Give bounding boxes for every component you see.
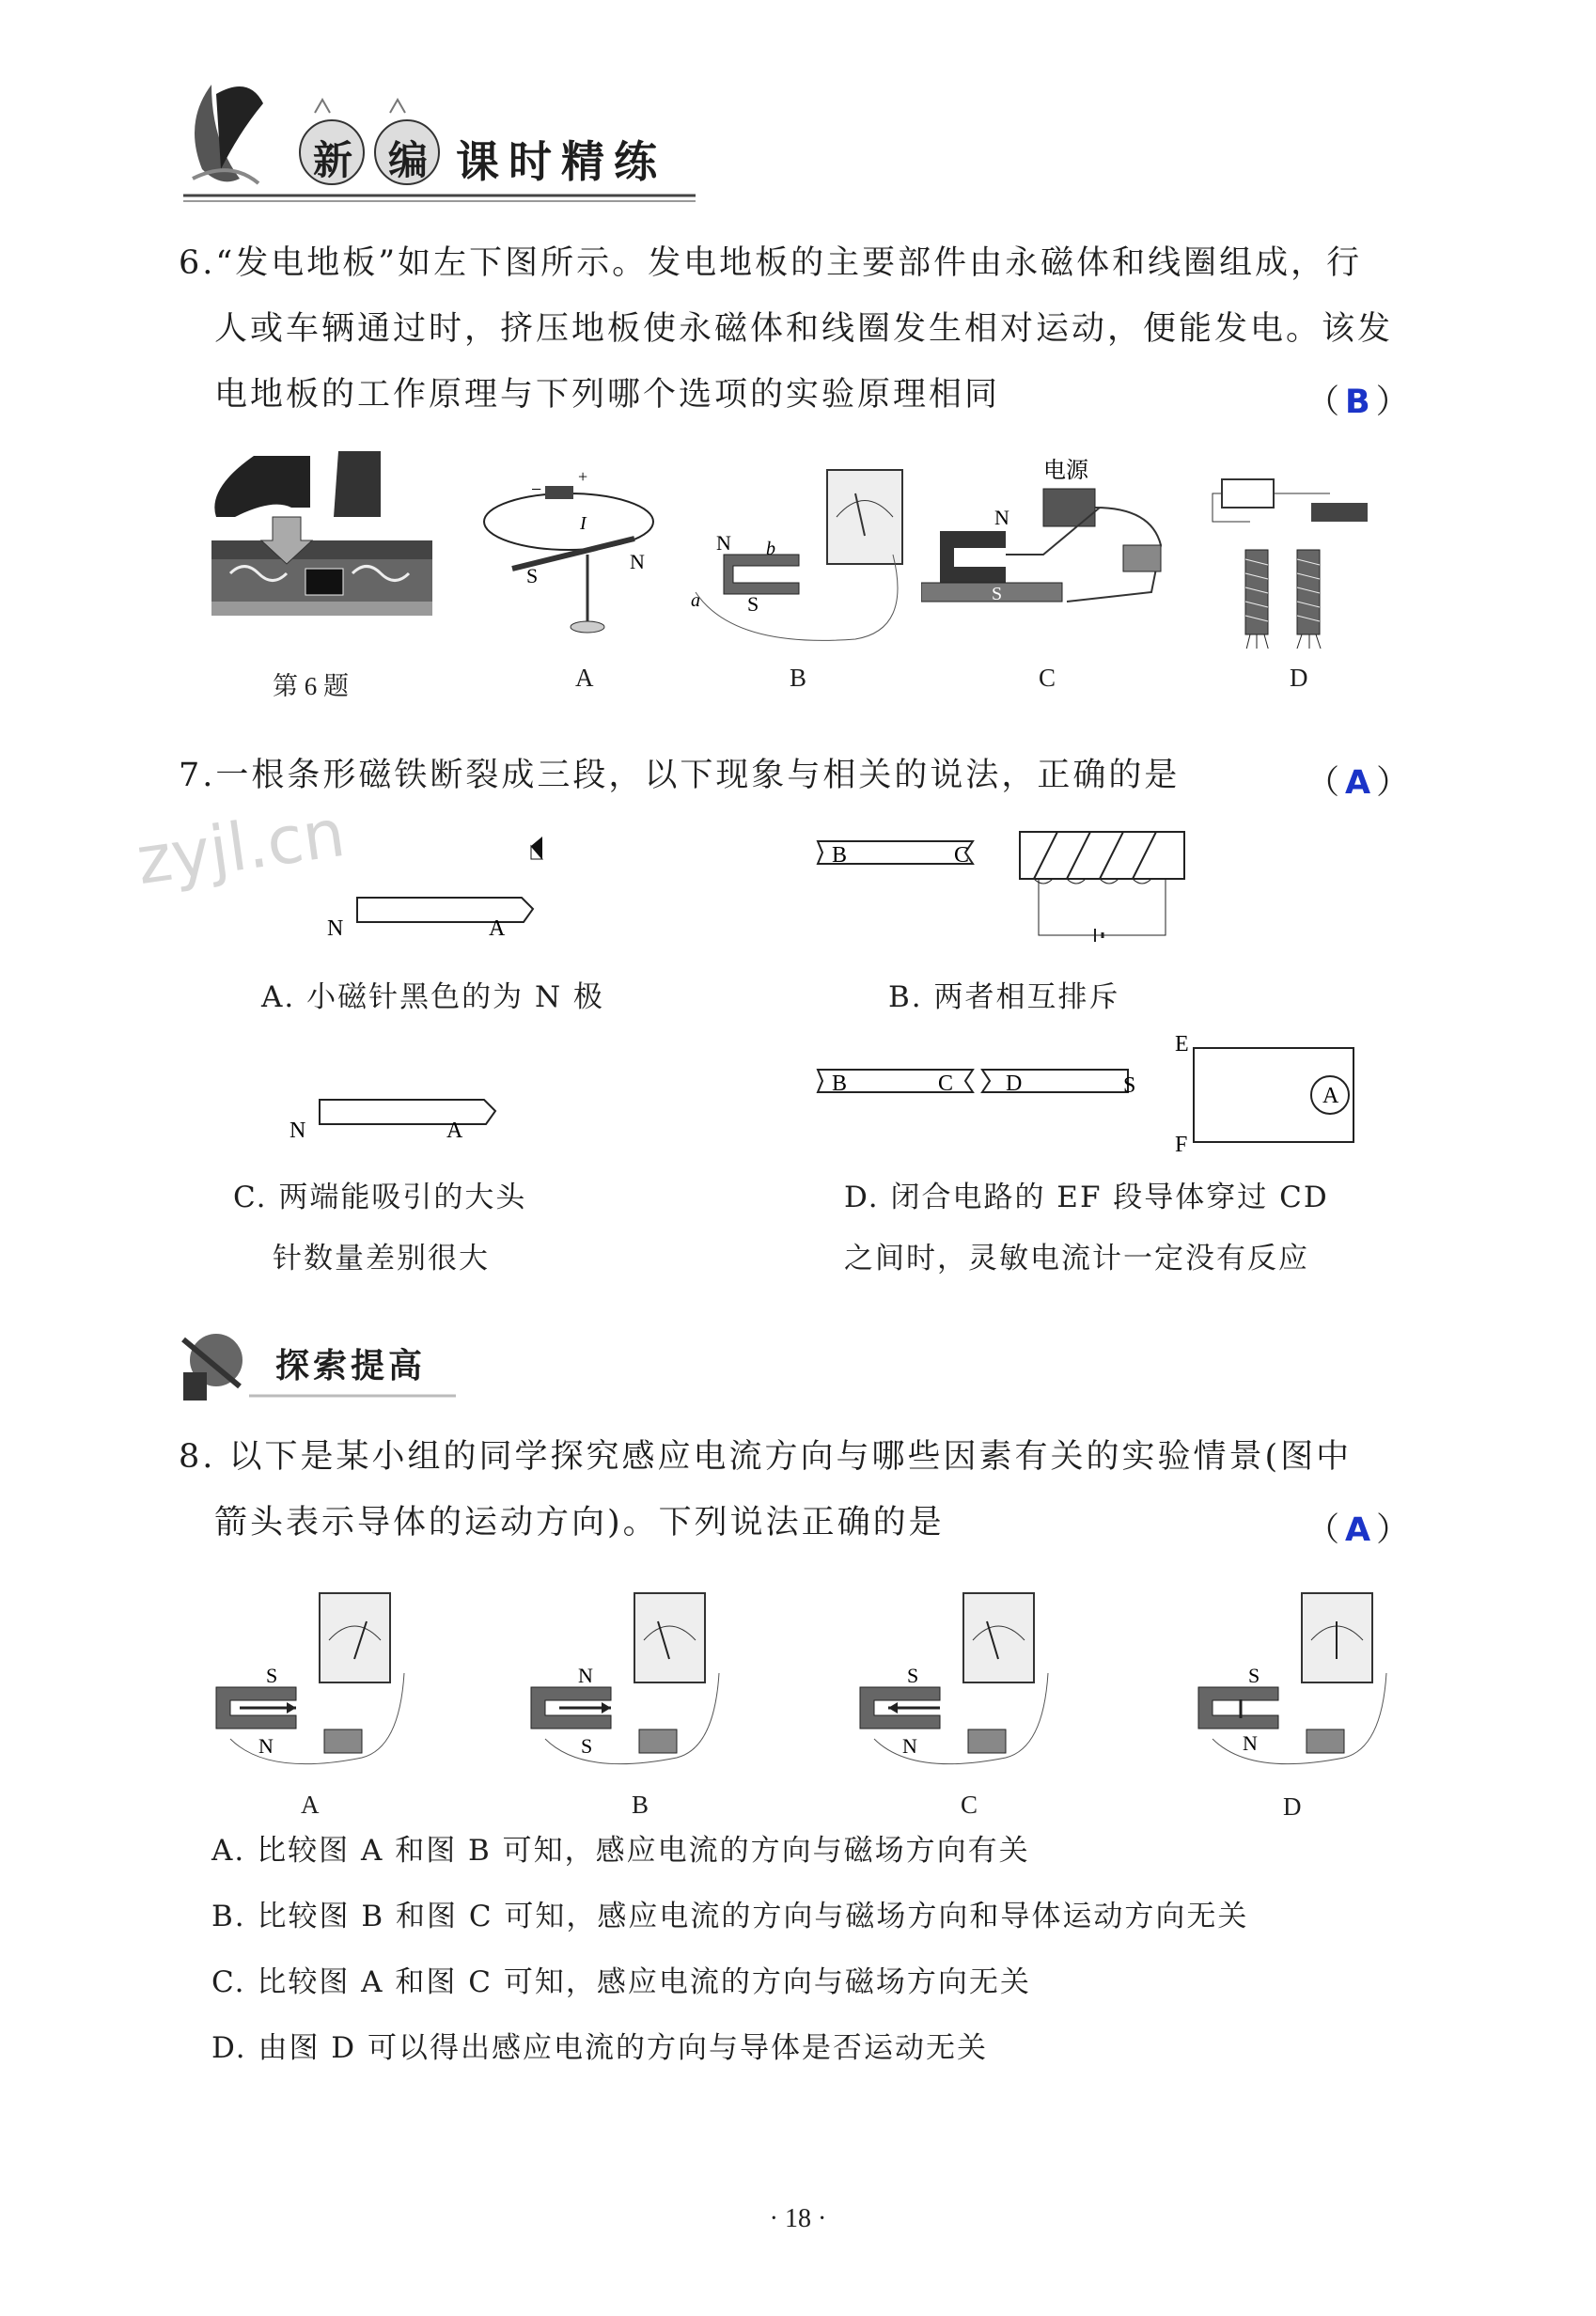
- q6-line-1: 6.“发电地板”如左下图所示。发电地板的主要部件由永磁体和线圈组成，行: [179, 244, 1363, 282]
- svg-text:b: b: [766, 539, 775, 559]
- q6-figure-b: [677, 461, 912, 649]
- q8-caption-c: C: [961, 1791, 978, 1819]
- q7-answer-value: A: [1345, 764, 1377, 802]
- q6-figure-c: [921, 451, 1194, 625]
- q7-answer-open: （: [1307, 764, 1346, 802]
- q6-line-2: 人或车辆通过时，挤压地板使永磁体和线圈发生相对运动，便能发电。该发: [214, 310, 1394, 348]
- q7-figure-a: [320, 827, 545, 949]
- q7-figure-b: [813, 827, 1198, 949]
- svg-text:N: N: [1243, 1731, 1258, 1755]
- q8-figure-a: [211, 1588, 409, 1772]
- svg-text:S: S: [526, 564, 539, 587]
- svg-text:C: C: [938, 1072, 954, 1096]
- header-title: 课时精练: [456, 136, 666, 187]
- q7-answer-close: ）: [1376, 764, 1416, 802]
- q7-option-c-line-2: 针数量差别很大: [273, 1242, 490, 1275]
- svg-text:A: A: [489, 916, 506, 941]
- svg-text:+: +: [578, 467, 588, 486]
- section-header: [174, 1321, 465, 1405]
- svg-text:N: N: [630, 550, 645, 573]
- q7-stem: 7.一根条形磁铁断裂成三段，以下现象与相关的说法，正确的是: [179, 757, 1181, 794]
- q6-figure-d: [1208, 475, 1396, 649]
- q6-answer-open: （: [1307, 383, 1346, 421]
- svg-text:S: S: [266, 1664, 278, 1687]
- svg-text:N: N: [327, 916, 344, 941]
- q6-figure-a: [475, 465, 663, 639]
- q8-answer-value: A: [1345, 1511, 1377, 1549]
- q7-option-c-line-1: C. 两端能吸引的大头: [233, 1181, 527, 1214]
- q8-line-1: 8. 以下是某小组的同学探究感应电流方向与哪些因素有关的实验情景(图中: [179, 1438, 1353, 1476]
- q8-caption-b: B: [632, 1791, 649, 1819]
- svg-text:B: B: [832, 1072, 848, 1096]
- q6-answer: [1307, 376, 1415, 423]
- svg-text:S: S: [1248, 1664, 1260, 1687]
- page-header: [174, 66, 700, 207]
- header-badge-2: 编: [388, 137, 429, 183]
- svg-text:N: N: [994, 506, 1009, 529]
- svg-text:S: S: [907, 1664, 919, 1687]
- svg-text:D: D: [1006, 1072, 1023, 1096]
- svg-text:N: N: [902, 1734, 917, 1758]
- q6-caption-d: D: [1290, 664, 1308, 692]
- q8-figure-d: [1194, 1588, 1391, 1772]
- q8-caption-a: A: [301, 1791, 320, 1819]
- svg-text:N: N: [716, 531, 731, 555]
- q6-caption-b: B: [790, 664, 807, 692]
- header-badge-1: 新: [313, 137, 353, 183]
- svg-text:E: E: [1175, 1034, 1189, 1056]
- svg-text:N: N: [258, 1734, 274, 1758]
- q8-figure-c: [855, 1588, 1053, 1772]
- svg-text:I: I: [580, 513, 587, 534]
- svg-text:a: a: [691, 590, 700, 611]
- q8-figure-b: [526, 1588, 724, 1772]
- svg-text:S: S: [747, 592, 759, 616]
- q8-caption-d: D: [1283, 1792, 1302, 1821]
- q8-line-2: 箭头表示导体的运动方向)。下列说法正确的是: [214, 1504, 945, 1541]
- q6-figure-floor: [211, 446, 437, 649]
- q8-answer-open: （: [1307, 1511, 1346, 1549]
- svg-text:N: N: [289, 1119, 306, 1143]
- section-title: 探索提高: [275, 1347, 427, 1385]
- svg-text:S: S: [581, 1734, 593, 1758]
- page-number: · 18 ·: [769, 2204, 827, 2233]
- q7-answer: [1307, 757, 1415, 804]
- q6-caption-c: C: [1039, 664, 1056, 692]
- q6-answer-value: B: [1345, 383, 1376, 421]
- q8-option-a: A. 比较图 A 和图 B 可知，感应电流的方向与磁场方向有关: [211, 1834, 1030, 1868]
- q8-answer: [1307, 1504, 1415, 1551]
- q7-option-b: B. 两者相互排斥: [888, 980, 1120, 1014]
- svg-text:B: B: [832, 843, 848, 868]
- q8-answer-close: ）: [1376, 1511, 1416, 1549]
- svg-text:A: A: [1322, 1084, 1339, 1108]
- q8-option-c: C. 比较图 A 和图 C 可知，感应电流的方向与磁场方向无关: [211, 1965, 1031, 1999]
- q6-answer-close: ）: [1375, 383, 1415, 421]
- q8-option-d: D. 由图 D 可以得出感应电流的方向与导体是否运动无关: [211, 2031, 989, 2065]
- q6-caption-fig6: 第 6 题: [273, 672, 349, 700]
- q7-figure-d: [813, 1034, 1377, 1156]
- q6-power-label: 电源: [1043, 459, 1088, 483]
- svg-text:S: S: [1123, 1073, 1136, 1098]
- svg-text:C: C: [954, 843, 970, 868]
- q7-option-d-line-1: D. 闭合电路的 EF 段导体穿过 CD: [844, 1181, 1329, 1214]
- q6-caption-a: A: [575, 664, 594, 692]
- svg-text:S: S: [992, 584, 1003, 604]
- q6-line-3: 电地板的工作原理与下列哪个选项的实验原理相同: [214, 376, 1001, 414]
- svg-text:N: N: [578, 1664, 593, 1687]
- watermark: zyjl.cn: [132, 793, 350, 900]
- svg-text:−: −: [531, 479, 542, 500]
- q7-option-a: A. 小磁针黑色的为 N 极: [261, 980, 604, 1014]
- svg-text:F: F: [1175, 1133, 1188, 1156]
- svg-text:A: A: [446, 1119, 463, 1143]
- q7-option-d-line-2: 之间时，灵敏电流计一定没有反应: [844, 1242, 1309, 1275]
- q8-option-b: B. 比较图 B 和图 C 可知，感应电流的方向与磁场方向和导体运动方向无关: [211, 1900, 1249, 1933]
- q7-figure-c: [287, 1095, 512, 1151]
